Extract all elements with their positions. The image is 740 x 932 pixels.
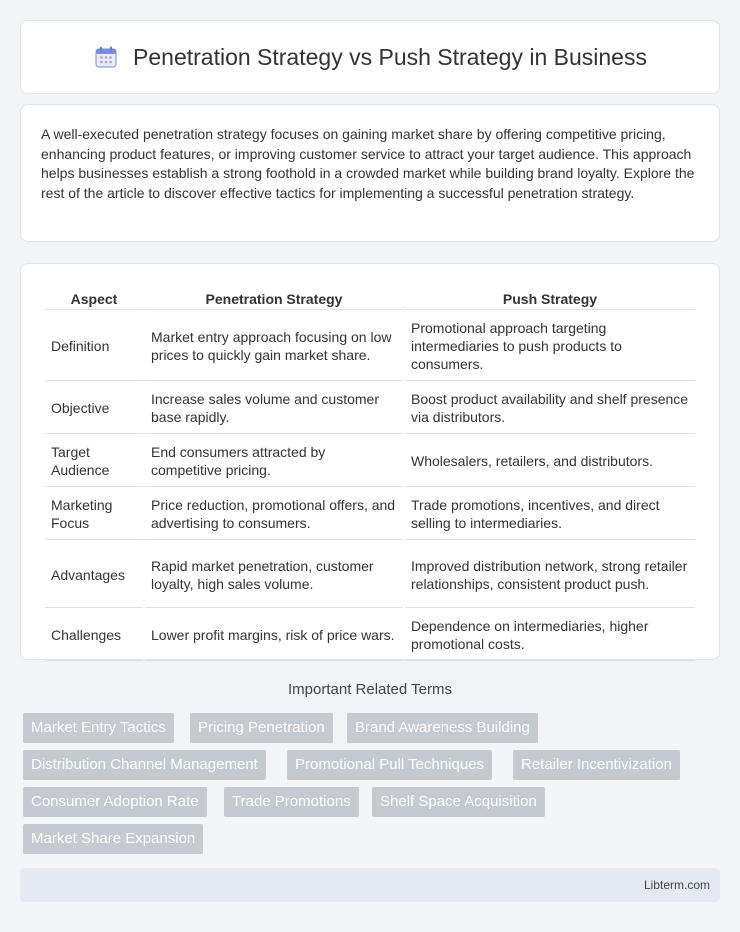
header-inner bbox=[93, 44, 647, 71]
aspect-cell: Objective bbox=[45, 383, 143, 434]
footer bbox=[20, 868, 720, 902]
aspect-cell: Challenges bbox=[45, 610, 143, 661]
tag-consumer-adoption-rate[interactable]: Consumer Adoption Rate bbox=[23, 787, 207, 817]
page-title: Penetration Strategy vs Push Strategy in Business bbox=[133, 43, 647, 70]
push-cell: Trade promotions, incentives, and direct selling to intermediaries. bbox=[405, 489, 695, 540]
penetration-cell: Lower profit margins, risk of price wars. bbox=[145, 610, 403, 661]
tag-trade-promotions[interactable]: Trade Promotions bbox=[224, 787, 359, 817]
penetration-cell: Market entry approach focusing on low prices to quickly gain market share. bbox=[145, 312, 403, 381]
penetration-cell: Price reduction, promotional offers, and advertising to consumers. bbox=[145, 489, 403, 540]
push-cell: Wholesalers, retailers, and distributors. bbox=[405, 436, 695, 487]
table-header-row bbox=[45, 286, 695, 310]
table-row bbox=[45, 436, 695, 487]
push-cell: Dependence on intermediaries, higher promotional costs. bbox=[405, 610, 695, 661]
tag-market-entry-tactics[interactable]: Market Entry Tactics bbox=[23, 713, 174, 743]
aspect-cell: Marketing Focus bbox=[45, 489, 143, 540]
aspect-cell: Advantages bbox=[45, 542, 143, 608]
push-cell: Promotional approach targeting intermediaries to push products to consumers. bbox=[405, 312, 695, 381]
column-header-push: Push Strategy bbox=[405, 286, 695, 310]
comparison-table-card bbox=[20, 263, 720, 660]
table-row bbox=[45, 542, 695, 608]
column-header-penetration: Penetration Strategy bbox=[145, 286, 403, 310]
footer-site-link[interactable]: Libterm.com bbox=[643, 878, 710, 892]
tag-promotional-pull-techniques[interactable]: Promotional Pull Techniques bbox=[287, 750, 492, 780]
table-row bbox=[45, 312, 695, 381]
tag-pricing-penetration[interactable]: Pricing Penetration bbox=[190, 713, 333, 743]
penetration-cell: Increase sales volume and customer base rapidly. bbox=[145, 383, 403, 434]
calendar-icon bbox=[93, 44, 119, 70]
tag-retailer-incentivization[interactable]: Retailer Incentivization bbox=[513, 750, 680, 780]
tag-market-share-expansion[interactable]: Market Share Expansion bbox=[23, 824, 203, 854]
table-row bbox=[45, 610, 695, 661]
aspect-cell: Definition bbox=[45, 312, 143, 381]
push-cell: Boost product availability and shelf presence via distributors. bbox=[405, 383, 695, 434]
tag-brand-awareness-building[interactable]: Brand Awareness Building bbox=[347, 713, 538, 743]
tag-shelf-space-acquisition[interactable]: Shelf Space Acquisition bbox=[372, 787, 545, 817]
table-row bbox=[45, 489, 695, 540]
aspect-cell: Target Audience bbox=[45, 436, 143, 487]
header-card bbox=[20, 20, 720, 94]
comparison-table bbox=[43, 284, 697, 663]
tag-distribution-channel-management[interactable]: Distribution Channel Management bbox=[23, 750, 266, 780]
intro-card bbox=[20, 104, 720, 242]
column-header-aspect: Aspect bbox=[45, 286, 143, 310]
table-row bbox=[45, 383, 695, 434]
push-cell: Improved distribution network, strong retailer relationships, consistent product push. bbox=[405, 542, 695, 608]
penetration-cell: Rapid market penetration, customer loyalty, high sales volume. bbox=[145, 542, 403, 608]
related-terms-title: Important Related Terms bbox=[288, 681, 452, 698]
intro-paragraph: A well-executed penetration strategy focuses on gaining market share by offering competitive pricing, enhancing product features, or improving customer service to attract your target audience. This approach helps businesses establish a strong foothold in a crowded market while building brand loyalty. Explore the rest of the article to discover effective tactics for implementing a successful penetration strategy. bbox=[41, 126, 695, 201]
penetration-cell: End consumers attracted by competitive pricing. bbox=[145, 436, 403, 487]
